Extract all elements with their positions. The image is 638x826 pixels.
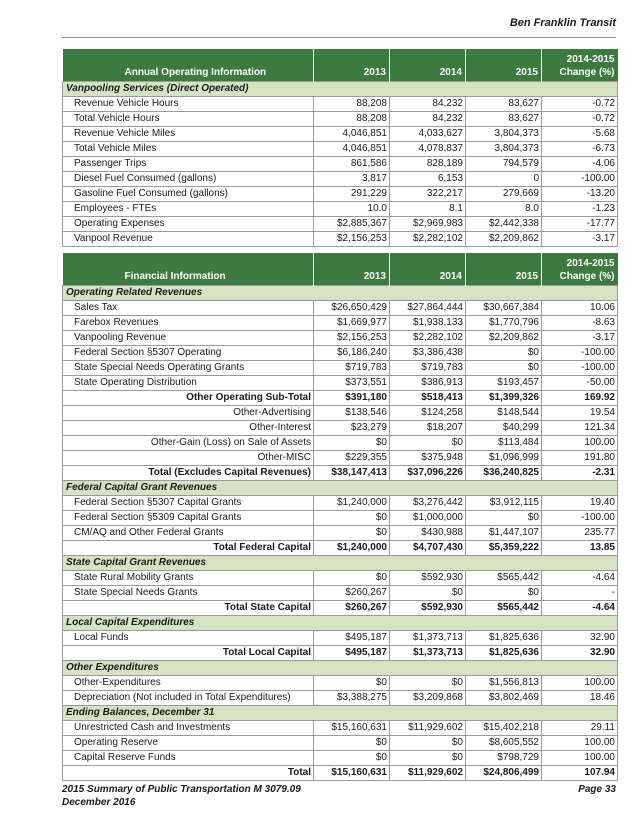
footer-title: 2015 Summary of Public Transportation M 3079.09 xyxy=(62,784,301,795)
value-cell: -6.73 xyxy=(542,142,618,157)
subtotal-row xyxy=(63,466,618,481)
value-cell: $30,667,384 xyxy=(466,301,542,316)
financial-info-table xyxy=(62,253,618,781)
table-row xyxy=(63,112,618,127)
value-cell: $148,544 xyxy=(466,406,542,421)
value-cell: $23,279 xyxy=(314,421,390,436)
value-cell: $2,282,102 xyxy=(390,232,466,247)
table-row xyxy=(63,586,618,601)
value-cell: -100.00 xyxy=(542,511,618,526)
value-cell: $124,258 xyxy=(390,406,466,421)
value-cell: $495,187 xyxy=(314,646,390,661)
row-label: Diesel Fuel Consumed (gallons) xyxy=(63,172,314,187)
row-label: Other Operating Sub-Total xyxy=(63,391,314,406)
row-label: Other-Advertising xyxy=(63,406,314,421)
value-cell: $37,096,226 xyxy=(390,466,466,481)
table-row xyxy=(63,157,618,172)
section-label: Ending Balances, December 31 xyxy=(63,706,618,721)
value-cell: 19.54 xyxy=(542,406,618,421)
table-row xyxy=(63,436,618,451)
value-cell: 8.1 xyxy=(390,202,466,217)
subtotal-row xyxy=(63,646,618,661)
value-cell: -50.00 xyxy=(542,376,618,391)
value-cell: $27,864,444 xyxy=(390,301,466,316)
value-cell: 100.00 xyxy=(542,436,618,451)
value-cell: $193,457 xyxy=(466,376,542,391)
value-cell: $0 xyxy=(314,736,390,751)
table-row xyxy=(63,631,618,646)
value-cell: $0 xyxy=(314,751,390,766)
row-label: Other-Interest xyxy=(63,421,314,436)
value-cell: $719,783 xyxy=(314,361,390,376)
value-cell: $386,913 xyxy=(390,376,466,391)
value-cell: 13.85 xyxy=(542,541,618,556)
subtotal-row xyxy=(63,601,618,616)
value-cell: $2,156,253 xyxy=(314,232,390,247)
row-label: Federal Section §5307 Capital Grants xyxy=(63,496,314,511)
row-label: Farebox Revenues xyxy=(63,316,314,331)
value-cell: 3,804,373 xyxy=(466,142,542,157)
row-label: Gasoline Fuel Consumed (gallons) xyxy=(63,187,314,202)
subtotal-row xyxy=(63,541,618,556)
table-row xyxy=(63,511,618,526)
value-cell: 29.11 xyxy=(542,721,618,736)
value-cell: $2,969,983 xyxy=(390,217,466,232)
value-cell: $2,885,367 xyxy=(314,217,390,232)
section-row xyxy=(63,286,618,301)
table-row xyxy=(63,676,618,691)
table-row xyxy=(63,691,618,706)
row-label: Total xyxy=(63,766,314,781)
value-cell: 83,627 xyxy=(466,97,542,112)
row-label: Passenger Trips xyxy=(63,157,314,172)
table-row xyxy=(63,406,618,421)
value-cell: 291,229 xyxy=(314,187,390,202)
table-row xyxy=(63,721,618,736)
value-cell: $1,770,796 xyxy=(466,316,542,331)
header-rule xyxy=(62,37,616,38)
value-cell: $15,160,631 xyxy=(314,721,390,736)
value-cell: $0 xyxy=(314,571,390,586)
value-cell: $391,180 xyxy=(314,391,390,406)
value-cell: $0 xyxy=(390,436,466,451)
table-row xyxy=(63,301,618,316)
value-cell: $40,299 xyxy=(466,421,542,436)
row-label: Depreciation (Not included in Total Expenditures) xyxy=(63,691,314,706)
table-row xyxy=(63,172,618,187)
value-cell: $373,551 xyxy=(314,376,390,391)
table-row xyxy=(63,127,618,142)
value-cell: $1,240,000 xyxy=(314,541,390,556)
table-header-row xyxy=(63,253,618,286)
row-label: State Operating Distribution xyxy=(63,376,314,391)
value-cell: 83,627 xyxy=(466,112,542,127)
row-label: Other-MISC xyxy=(63,451,314,466)
value-cell: 10.0 xyxy=(314,202,390,217)
value-cell: -100.00 xyxy=(542,346,618,361)
table-row xyxy=(63,376,618,391)
value-cell: $1,399,326 xyxy=(466,391,542,406)
section-row xyxy=(63,706,618,721)
row-label: Operating Expenses xyxy=(63,217,314,232)
value-cell: $5,359,222 xyxy=(466,541,542,556)
section-label: Vanpooling Services (Direct Operated) xyxy=(63,82,618,97)
column-header: 2014 xyxy=(390,253,466,286)
section-row xyxy=(63,616,618,631)
row-label: Unrestricted Cash and Investments xyxy=(63,721,314,736)
value-cell: 191.80 xyxy=(542,451,618,466)
table-row xyxy=(63,751,618,766)
value-cell: $3,276,442 xyxy=(390,496,466,511)
value-cell: 3,804,373 xyxy=(466,127,542,142)
column-header: 2014 xyxy=(390,49,466,82)
value-cell: $1,373,713 xyxy=(390,646,466,661)
value-cell: $4,707,430 xyxy=(390,541,466,556)
value-cell: $0 xyxy=(390,676,466,691)
value-cell: $0 xyxy=(314,436,390,451)
value-cell: $15,160,631 xyxy=(314,766,390,781)
value-cell: 279,669 xyxy=(466,187,542,202)
row-label: State Special Needs Operating Grants xyxy=(63,361,314,376)
table-row xyxy=(63,496,618,511)
value-cell: $0 xyxy=(314,676,390,691)
row-label: Other-Expenditures xyxy=(63,676,314,691)
value-cell: $24,806,499 xyxy=(466,766,542,781)
row-label: Federal Section §5307 Operating xyxy=(63,346,314,361)
table-row xyxy=(63,451,618,466)
row-label: Revenue Vehicle Miles xyxy=(63,127,314,142)
value-cell: $592,930 xyxy=(390,571,466,586)
value-cell: $0 xyxy=(466,361,542,376)
value-cell: 4,046,851 xyxy=(314,142,390,157)
value-cell: 100.00 xyxy=(542,676,618,691)
value-cell: -100.00 xyxy=(542,172,618,187)
table-row xyxy=(63,421,618,436)
value-cell: 88,208 xyxy=(314,112,390,127)
value-cell: 100.00 xyxy=(542,751,618,766)
value-cell: 8.0 xyxy=(466,202,542,217)
row-label: State Rural Mobility Grants xyxy=(63,571,314,586)
value-cell: $6,186,240 xyxy=(314,346,390,361)
table-row xyxy=(63,331,618,346)
value-cell: $1,096,999 xyxy=(466,451,542,466)
value-cell: 235.77 xyxy=(542,526,618,541)
row-label: Vanpool Revenue xyxy=(63,232,314,247)
value-cell: $2,282,102 xyxy=(390,331,466,346)
table-row xyxy=(63,217,618,232)
value-cell: -3.17 xyxy=(542,331,618,346)
value-cell: 10.06 xyxy=(542,301,618,316)
value-cell: $0 xyxy=(390,751,466,766)
row-label: CM/AQ and Other Federal Grants xyxy=(63,526,314,541)
value-cell: $113,484 xyxy=(466,436,542,451)
value-cell: -5.68 xyxy=(542,127,618,142)
value-cell: $1,825,636 xyxy=(466,646,542,661)
value-cell: $2,442,338 xyxy=(466,217,542,232)
value-cell: $0 xyxy=(314,526,390,541)
value-cell: 19.40 xyxy=(542,496,618,511)
value-cell: $1,669,977 xyxy=(314,316,390,331)
value-cell: -1.23 xyxy=(542,202,618,217)
section-label: Operating Related Revenues xyxy=(63,286,618,301)
value-cell: 32.90 xyxy=(542,631,618,646)
value-cell: -4.64 xyxy=(542,571,618,586)
value-cell: 0 xyxy=(466,172,542,187)
table-row xyxy=(63,526,618,541)
value-cell: 84,232 xyxy=(390,97,466,112)
table-row xyxy=(63,97,618,112)
value-cell: $0 xyxy=(314,511,390,526)
value-cell: $565,442 xyxy=(466,601,542,616)
section-row xyxy=(63,661,618,676)
row-label: Total Vehicle Hours xyxy=(63,112,314,127)
value-cell: 4,078,837 xyxy=(390,142,466,157)
value-cell: $1,240,000 xyxy=(314,496,390,511)
agency-name: Ben Franklin Transit xyxy=(509,17,616,29)
value-cell: $719,783 xyxy=(390,361,466,376)
subtotal-row xyxy=(63,391,618,406)
column-header: 2014-2015 Change (%) xyxy=(542,49,618,82)
value-cell: 88,208 xyxy=(314,97,390,112)
table-row xyxy=(63,202,618,217)
value-cell: 32.90 xyxy=(542,646,618,661)
value-cell: 18.46 xyxy=(542,691,618,706)
value-cell: $565,442 xyxy=(466,571,542,586)
value-cell: $2,209,862 xyxy=(466,331,542,346)
value-cell: -3.17 xyxy=(542,232,618,247)
section-row xyxy=(63,556,618,571)
value-cell: $0 xyxy=(466,511,542,526)
value-cell: $3,388,275 xyxy=(314,691,390,706)
operating-info-table xyxy=(62,49,618,247)
footer-date: December 2016 xyxy=(62,797,136,808)
value-cell: 6,153 xyxy=(390,172,466,187)
table-row xyxy=(63,361,618,376)
row-label: Total Federal Capital xyxy=(63,541,314,556)
value-cell: $375,948 xyxy=(390,451,466,466)
value-cell: $38,147,413 xyxy=(314,466,390,481)
value-cell: $3,802,469 xyxy=(466,691,542,706)
page-number: Page 33 xyxy=(578,784,616,795)
row-label: Operating Reserve xyxy=(63,736,314,751)
table-header-row xyxy=(63,49,618,82)
row-label: Sales Tax xyxy=(63,301,314,316)
value-cell: -8.63 xyxy=(542,316,618,331)
value-cell: 794,579 xyxy=(466,157,542,172)
row-label: Total (Excludes Capital Revenues) xyxy=(63,466,314,481)
value-cell: $1,373,713 xyxy=(390,631,466,646)
value-cell: $36,240,825 xyxy=(466,466,542,481)
value-cell: 4,033,627 xyxy=(390,127,466,142)
table-row xyxy=(63,571,618,586)
value-cell: $798,729 xyxy=(466,751,542,766)
value-cell: $11,929,602 xyxy=(390,766,466,781)
table-row xyxy=(63,142,618,157)
value-cell: $2,209,862 xyxy=(466,232,542,247)
value-cell: $1,447,107 xyxy=(466,526,542,541)
value-cell: -0.72 xyxy=(542,97,618,112)
value-cell: $3,209,868 xyxy=(390,691,466,706)
value-cell: 84,232 xyxy=(390,112,466,127)
value-cell: $592,930 xyxy=(390,601,466,616)
value-cell: $229,355 xyxy=(314,451,390,466)
section-row xyxy=(63,82,618,97)
row-label: Total Local Capital xyxy=(63,646,314,661)
value-cell: $2,156,253 xyxy=(314,331,390,346)
section-row xyxy=(63,481,618,496)
table-row xyxy=(63,187,618,202)
table-row xyxy=(63,316,618,331)
row-label: Local Funds xyxy=(63,631,314,646)
value-cell: -13.20 xyxy=(542,187,618,202)
value-cell: $138,546 xyxy=(314,406,390,421)
column-header: Annual Operating Information xyxy=(63,49,314,82)
value-cell: 100.00 xyxy=(542,736,618,751)
value-cell: $1,938,133 xyxy=(390,316,466,331)
value-cell: 107.94 xyxy=(542,766,618,781)
value-cell: 121.34 xyxy=(542,421,618,436)
section-label: Local Capital Expenditures xyxy=(63,616,618,631)
value-cell: $3,386,438 xyxy=(390,346,466,361)
value-cell: - xyxy=(542,586,618,601)
table-row xyxy=(63,346,618,361)
value-cell: $3,912,115 xyxy=(466,496,542,511)
value-cell: -4.64 xyxy=(542,601,618,616)
value-cell: $0 xyxy=(466,346,542,361)
column-header: 2015 xyxy=(466,253,542,286)
value-cell: 3,817 xyxy=(314,172,390,187)
value-cell: 169.92 xyxy=(542,391,618,406)
value-cell: $518,413 xyxy=(390,391,466,406)
row-label: State Special Needs Grants xyxy=(63,586,314,601)
column-header: 2015 xyxy=(466,49,542,82)
value-cell: $26,650,429 xyxy=(314,301,390,316)
column-header: 2013 xyxy=(314,49,390,82)
value-cell: $1,556,813 xyxy=(466,676,542,691)
table-row xyxy=(63,232,618,247)
row-label: Other-Gain (Loss) on Sale of Assets xyxy=(63,436,314,451)
value-cell: $260,267 xyxy=(314,601,390,616)
value-cell: $11,929,602 xyxy=(390,721,466,736)
row-label: Capital Reserve Funds xyxy=(63,751,314,766)
table-row xyxy=(63,736,618,751)
column-header: 2014-2015 Change (%) xyxy=(542,253,618,286)
value-cell: -2.31 xyxy=(542,466,618,481)
value-cell: $430,988 xyxy=(390,526,466,541)
value-cell: -100.00 xyxy=(542,361,618,376)
row-label: Employees - FTEs xyxy=(63,202,314,217)
value-cell: $495,187 xyxy=(314,631,390,646)
column-header: Financial Information xyxy=(63,253,314,286)
value-cell: 828,189 xyxy=(390,157,466,172)
value-cell: $0 xyxy=(390,586,466,601)
value-cell: -0.72 xyxy=(542,112,618,127)
row-label: Total State Capital xyxy=(63,601,314,616)
value-cell: 861,586 xyxy=(314,157,390,172)
value-cell: -4.06 xyxy=(542,157,618,172)
value-cell: $15,402,218 xyxy=(466,721,542,736)
row-label: Total Vehicle Miles xyxy=(63,142,314,157)
value-cell: $8,605,552 xyxy=(466,736,542,751)
value-cell: $260,267 xyxy=(314,586,390,601)
row-label: Federal Section §5309 Capital Grants xyxy=(63,511,314,526)
subtotal-row xyxy=(63,766,618,781)
value-cell: $1,000,000 xyxy=(390,511,466,526)
value-cell: $1,825,636 xyxy=(466,631,542,646)
value-cell: 322,217 xyxy=(390,187,466,202)
value-cell: 4,046,851 xyxy=(314,127,390,142)
value-cell: $0 xyxy=(390,736,466,751)
value-cell: $18,207 xyxy=(390,421,466,436)
row-label: Revenue Vehicle Hours xyxy=(63,97,314,112)
column-header: 2013 xyxy=(314,253,390,286)
section-label: Federal Capital Grant Revenues xyxy=(63,481,618,496)
value-cell: -17.77 xyxy=(542,217,618,232)
value-cell: $0 xyxy=(466,586,542,601)
row-label: Vanpooling Revenue xyxy=(63,331,314,346)
section-label: State Capital Grant Revenues xyxy=(63,556,618,571)
section-label: Other Expenditures xyxy=(63,661,618,676)
